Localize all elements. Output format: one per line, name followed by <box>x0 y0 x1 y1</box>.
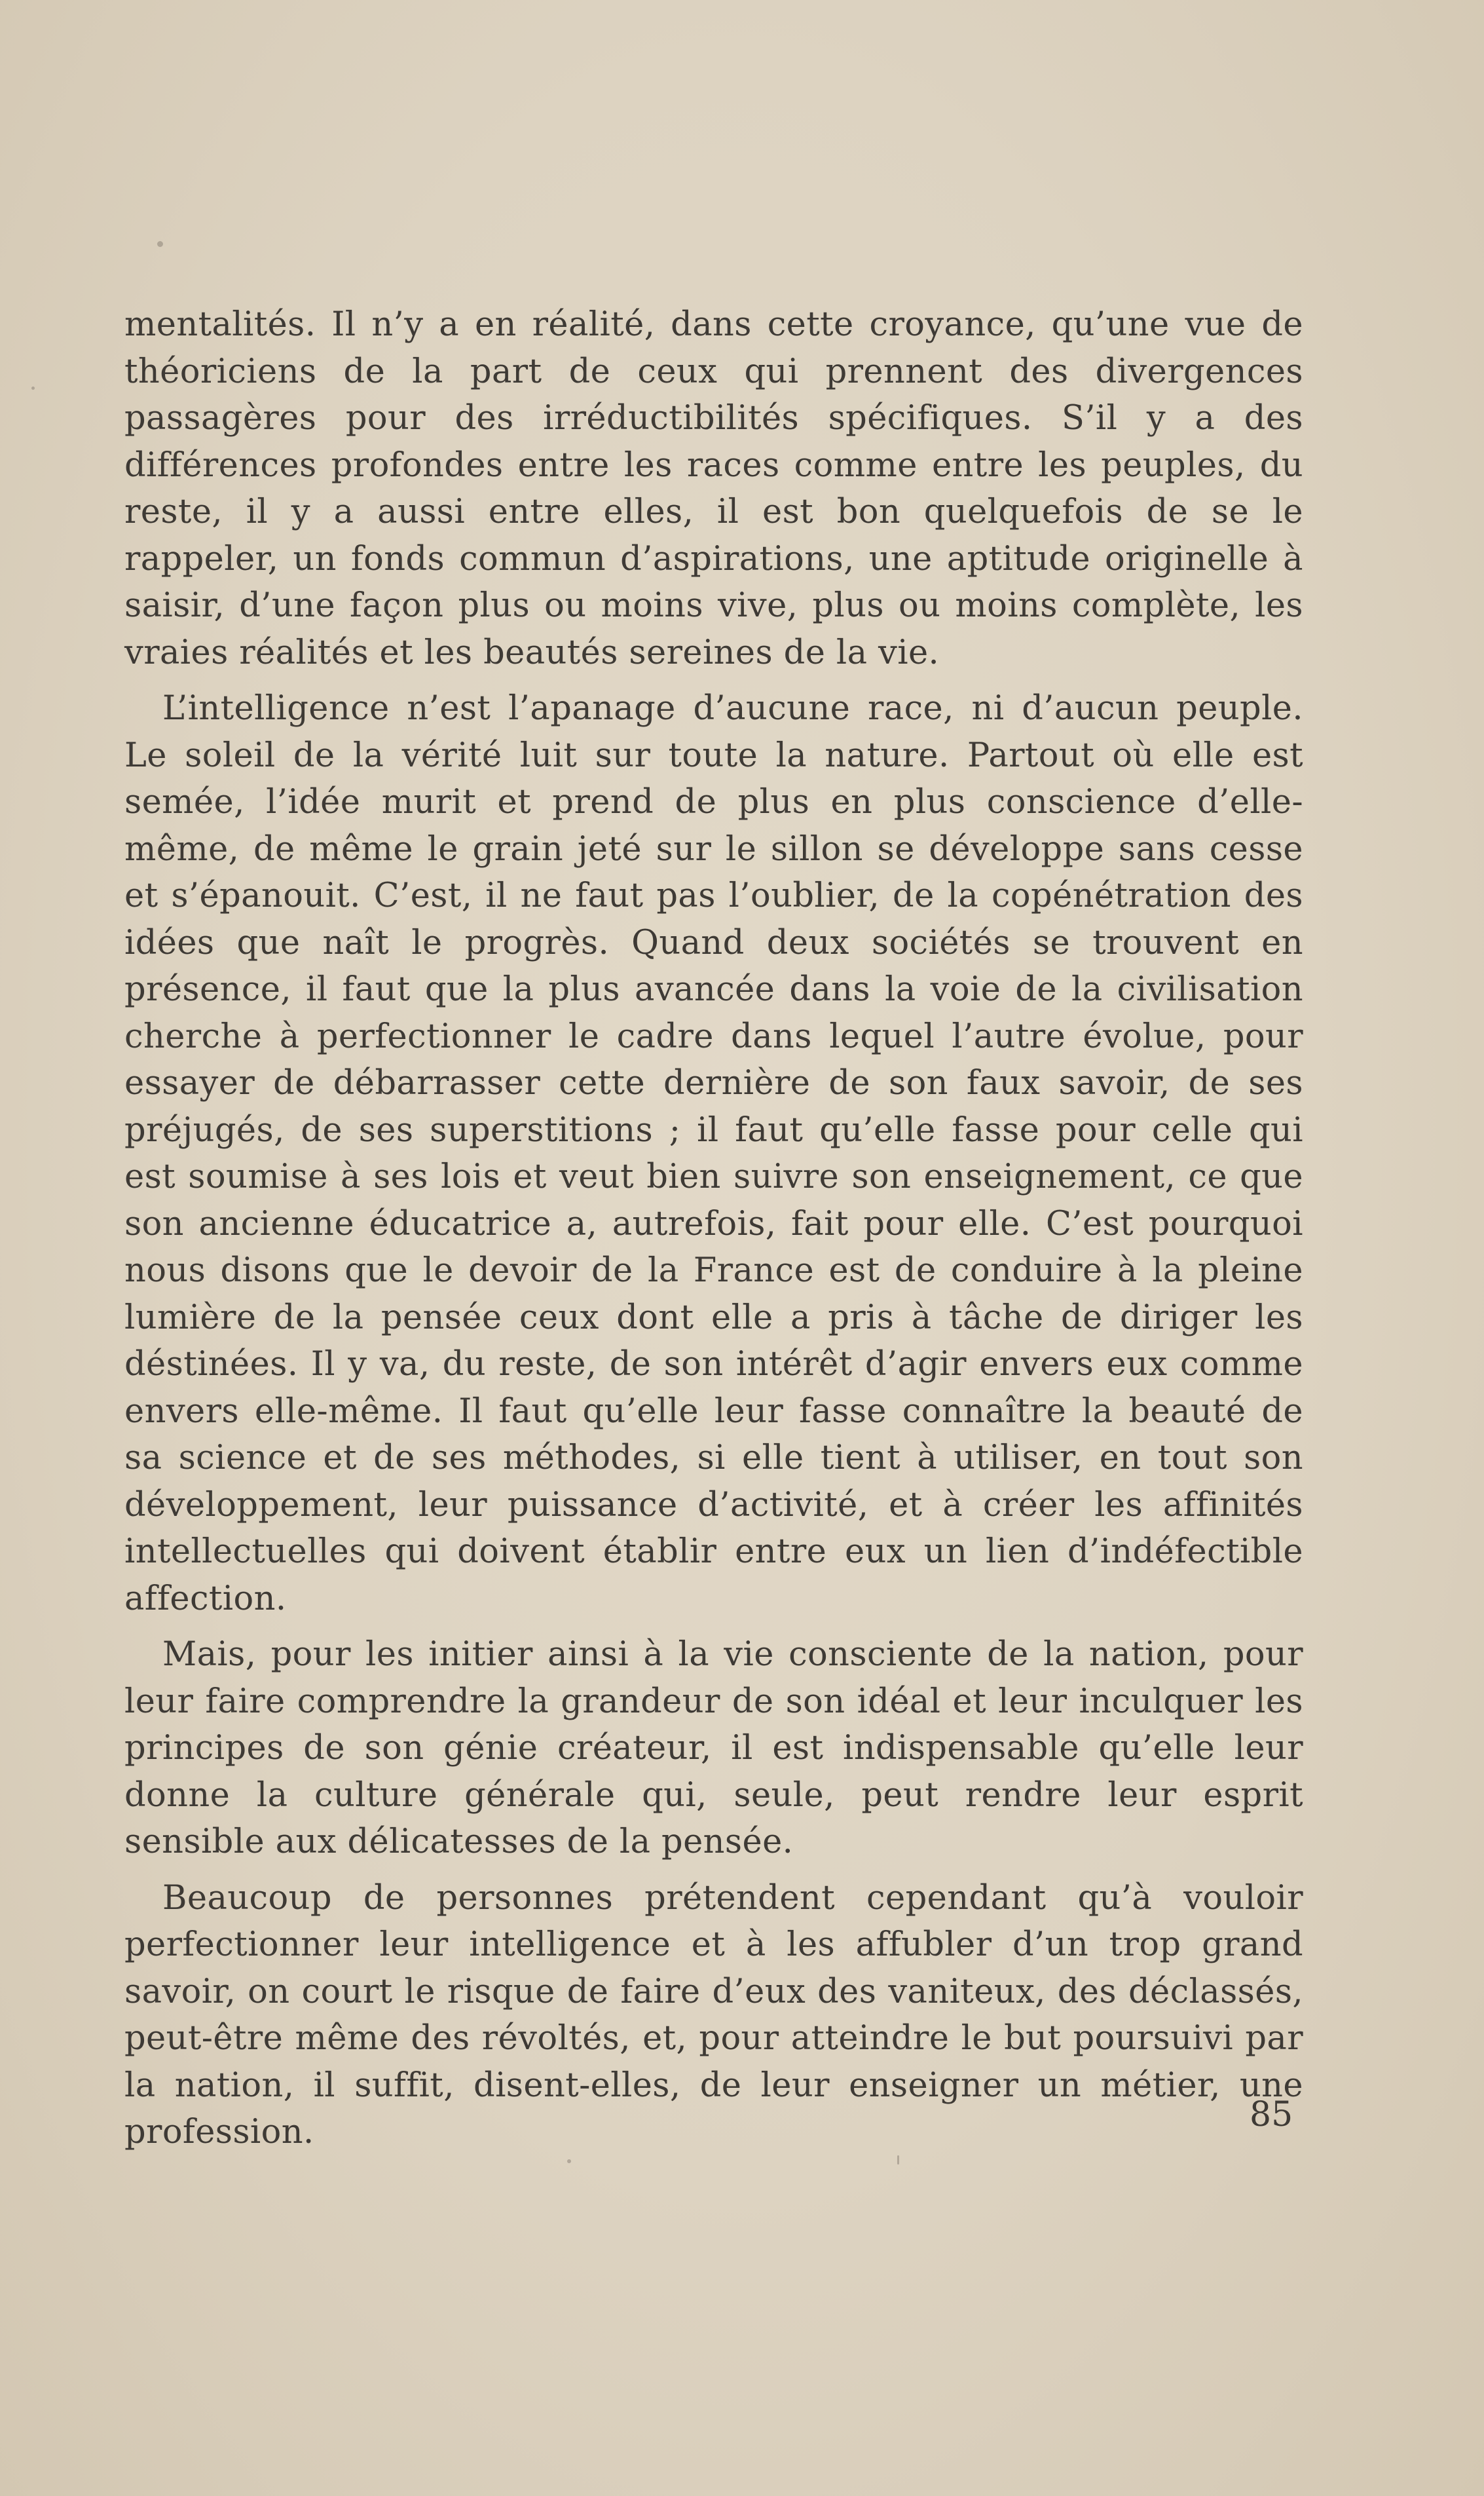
body-text <box>124 301 1303 2165</box>
page-number: 85 <box>1250 2095 1293 2134</box>
paragraph: mentalités. Il n’y a en réalité, dans cette croyance, qu’une vue de théoriciens de la part de ceux qui prennent des divergences passagères pour des irréductibilités spécifiques. S’il y a des différences profondes entre les races comme entre les peuples, du reste, il y a aussi entre elles, il est bon quelquefois de se le rappeler, un fonds commun d’aspirations, une aptitude originelle à saisir, d’une façon plus ou moins vive, plus ou moins complète, les vraies réalités et les beautés sereines de la vie. <box>124 305 1303 672</box>
paper-speck <box>157 241 163 247</box>
paragraph: Beaucoup de personnes prétendent cependant qu’à vouloir perfectionner leur intelligence et à les affubler d’un trop grand savoir, on court le risque de faire d’eux des vaniteux, des déclassés, peut-être même des révoltés, et, pour atteindre le but poursuivi par la nation, il suffit, disent-elles, de leur enseigner un métier, une profession. <box>124 1878 1303 2151</box>
paragraph: Mais, pour les initier ainsi à la vie consciente de la nation, pour leur faire comprendre la grandeur de son idéal et leur inculquer les principes de son génie créateur, il est indispensable qu’elle leur donne la culture générale qui, seule, peut rendre leur esprit sensible aux délicatesses de la pensée. <box>124 1635 1303 1861</box>
paper-speck <box>31 387 35 390</box>
paragraph: L’intelligence n’est l’apanage d’aucune race, ni d’aucun peuple. Le soleil de la vérité luit sur toute la nature. Partout où elle est semée, l’idée murit et prend de plus en plus conscience d’elle-même, de même le grain jeté sur le sillon se développe sans cesse et s’épanouit. C’est, il ne faut pas l’oublier, de la copénétration des idées que naît le progrès. Quand deux sociétés se trouvent en présence, il faut que la plus avancée dans la voie de la civilisation cherche à perfectionner le cadre dans lequel l’autre évolue, pour essayer de débarrasser cette dernière de son faux savoir, de ses préjugés, de ses superstitions ; il faut qu’elle fasse pour celle qui est soumise à ses lois et veut bien suivre son enseignement, ce que son ancienne éducatrice a, autrefois, fait pour elle. C’est pourquoi nous disons que le devoir de la France est de conduire à la pleine lumière de la pensée ceux dont elle a pris à tâche de diriger les déstinées. Il y va, du reste, de son intérêt d’agir envers eux comme envers elle-même. Il faut qu’elle leur fasse connaître la beauté de sa science et de ses méthodes, si elle tient à utiliser, en tout son développement, leur puissance d’activité, et à créer les affinités intellectuelles qui doivent établir entre eux un lien d’indéfectible affection. <box>124 689 1303 1618</box>
